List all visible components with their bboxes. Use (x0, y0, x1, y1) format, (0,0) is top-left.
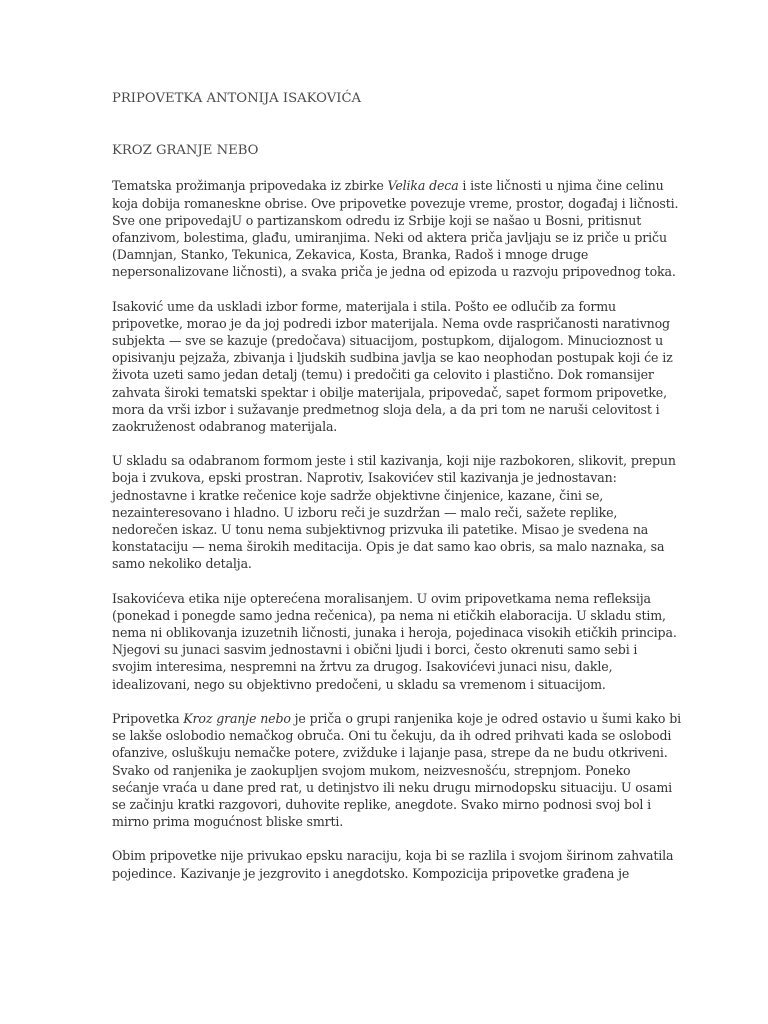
text-segment: boja i zvukova, epski prostran. Naprotiv, Isakovićev stil kazivanja je jednostavan: (112, 470, 617, 486)
text-line (112, 487, 722, 504)
document-page (112, 80, 722, 882)
text-segment: Pripovetka (112, 710, 184, 726)
text-segment: (ponekad i ponegde samo jedna rečenica), pa nema ni etičkih elaboracija. U skladu stim, (112, 607, 666, 623)
paragraph (112, 452, 722, 572)
text-line (112, 658, 722, 675)
text-segment: nedorečen iskaz. U tonu nema subjektivnog prizvuka ili patetike. Misao je svedena na (112, 522, 649, 538)
text-segment: pojedince. Kazivanje je jezgrovito i anegdotsko. Kompozicija pripovetke građena je (112, 865, 630, 881)
paragraph (112, 177, 722, 280)
text-segment: je priča o grupi ranjenika koje je odred ostavio u šumi kako bi (290, 710, 681, 726)
text-line (112, 298, 722, 315)
text-line (112, 865, 722, 882)
text-line (112, 366, 722, 383)
text-line (112, 229, 722, 246)
text-segment: Isakovićeva etika nije opterećena moralisanjem. U ovim pripovetkama nema refleksija (112, 590, 651, 606)
text-line (112, 263, 722, 280)
text-segment: Obim pripovetke nije privukao epsku naraciju, koja bi se razlila i svojom širinom zahvatila (112, 848, 674, 864)
document-title: PRIPOVETKA ANTONIJA ISAKOVIĆA (112, 91, 362, 106)
text-segment: ofanzivom, bolestima, glađu, umiranjima. Neki od aktera priča javljaju se iz priče u priču (112, 230, 667, 246)
text-line (112, 744, 722, 761)
text-line (112, 332, 722, 349)
text-segment: samo nekoliko detalja. (112, 556, 252, 572)
text-segment: Sve one pripovedajU o partizanskom odredu iz Srbije koji se našao u Bosni, pritisnut (112, 212, 642, 228)
italic-title: Kroz granje nebo (183, 710, 291, 726)
text-segment: zaokruženost odabranog materijala. (112, 419, 338, 435)
text-line (112, 779, 722, 796)
text-line (112, 195, 722, 212)
text-line (112, 641, 722, 658)
text-line (112, 469, 722, 486)
text-segment: nema ni oblikovanja izuzetnih ličnosti, junaka i heroja, pojedinaca visokih etičkih principa. (112, 625, 677, 641)
text-line (112, 177, 722, 194)
text-segment: Tematska prožimanja pripovedaka iz zbirke (112, 178, 388, 194)
text-segment: svojim interesima, nespremni na žrtvu za drugog. Isakovićevi junaci nisu, dakle, (112, 659, 613, 675)
text-line (112, 452, 722, 469)
document-body (112, 177, 722, 881)
text-line (112, 624, 722, 641)
paragraph (112, 710, 722, 830)
text-line (112, 555, 722, 572)
document-subtitle: KROZ GRANJE NEBO (112, 143, 259, 159)
text-segment: idealizovani, nego su objektivno predočeni, u skladu sa vremenom i situacijom. (112, 676, 606, 692)
text-segment: konstataciju — nema širokih meditacija. Opis je dat samo kao obris, sa malo naznaka, sa (112, 539, 665, 555)
text-segment: subjekta — sve se kazuje (predočava) situacijom, postupkom, dijalogom. Minucioznost u (112, 333, 664, 349)
text-segment: života uzeti samo jedan detalj (temu) i predočiti ga celovito i plastično. Dok romansijer (112, 367, 654, 383)
text-segment: Svako od ranjenika je zaokupljen svojom mukom, neizvesnošću, strepnjom. Poneko (112, 762, 631, 778)
text-segment: jednostavne i kratke rečenice koje sadrže objektivne činjenice, kazane, čini se, (112, 487, 604, 503)
text-line (112, 727, 722, 744)
text-segment: mirno prima mogućnost bliske smrti. (112, 814, 344, 830)
text-segment: pripovetke, morao je da joj podredi izbor materijala. Nema ovde raspričanosti narativnog (112, 315, 670, 331)
text-segment: koja dobija romaneskne obrise. Ove pripovetke povezuje vreme, prostor, događaj i ličnosti. (112, 195, 679, 211)
italic-title: Velika deca (387, 178, 459, 194)
text-line (112, 796, 722, 813)
text-line (112, 384, 722, 401)
text-segment: opisivanju pejzaža, zbivanja i ljudskih sudbina javlja se kao neophodan postupak koji će iz (112, 350, 673, 366)
text-segment: nepersonalizovane ličnosti), a svaka priča je jedna od epizoda u razvoju pripovednog toka. (112, 264, 676, 280)
text-line (112, 762, 722, 779)
text-line (112, 538, 722, 555)
text-segment: i iste ličnosti u njima čine celinu (458, 178, 664, 194)
text-line (112, 521, 722, 538)
text-line (112, 607, 722, 624)
text-segment: zahvata široki tematski spektar i obilje materijala, pripovedač, sapet formom pripovetke, (112, 384, 667, 400)
text-segment: ofanzive, osluškuju nemačke potere, zvižduke i lajanje pasa, strepe da ne budu otkriveni. (112, 745, 668, 761)
text-line (112, 710, 722, 727)
paragraph (112, 847, 722, 881)
paragraph (112, 590, 722, 693)
text-line (112, 349, 722, 366)
text-line (112, 212, 722, 229)
text-segment: se lakše oslobodio nemačkog obruča. Oni tu čekuju, da ih odred prihvati kada se oslobodi (112, 728, 672, 744)
text-line (112, 676, 722, 693)
text-segment: (Damnjan, Stanko, Tekunica, Zekavica, Kosta, Branka, Radoš i mnoge druge (112, 247, 589, 263)
text-line (112, 813, 722, 830)
text-segment: nezainteresovano i hladno. U izboru reči je suzdržan — malo reči, sažete replike, (112, 504, 618, 520)
text-segment: Njegovi su junaci sasvim jednostavni i obični ljudi i borci, često okrenuti samo sebi i (112, 642, 638, 658)
text-segment: mora da vrši izbor i sužavanje predmetnog sloja dela, a da pri tom ne naruši celovitost i (112, 401, 660, 417)
text-line (112, 590, 722, 607)
text-segment: Isaković ume da uskladi izbor forme, materijala i stila. Pošto ee odlučib za formu (112, 298, 617, 314)
text-segment: U skladu sa odabranom formom jeste i stil kazivanja, koji nije razbokoren, slikovit, prepun (112, 453, 676, 469)
text-line (112, 401, 722, 418)
text-line (112, 418, 722, 435)
text-line (112, 504, 722, 521)
paragraph (112, 298, 722, 436)
text-line (112, 847, 722, 864)
text-segment: sećanje vraća u dane pred rat, u detinjstvo ili neku drugu mirnodopsku situaciju. U osami (112, 779, 672, 795)
text-line (112, 246, 722, 263)
text-segment: se začinju kratki razgovori, duhovite replike, anegdote. Svako mirno podnosi svoj bol i (112, 796, 651, 812)
text-line (112, 315, 722, 332)
